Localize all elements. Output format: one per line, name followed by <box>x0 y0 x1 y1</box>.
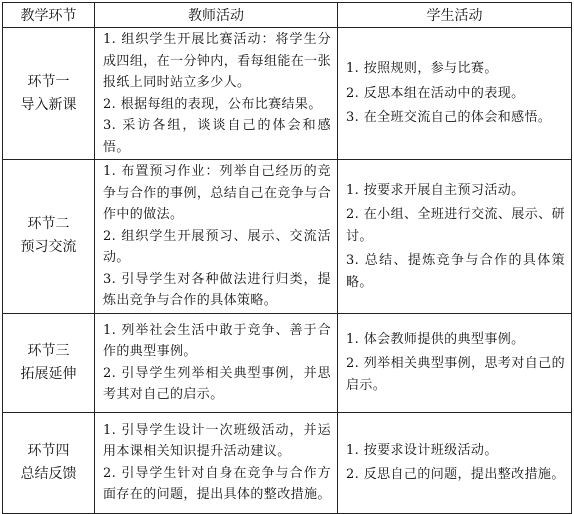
teacher-activity-item: 2. 引导学生列举相关典型事例，并思考其对自己的启示。 <box>103 365 331 402</box>
teacher-activity-cell <box>95 313 338 412</box>
stage-title: 预习交流 <box>20 239 77 256</box>
table-row <box>3 28 572 160</box>
stage-cell <box>3 412 95 513</box>
student-activity-cell <box>338 28 572 160</box>
student-activity-cell <box>338 412 572 513</box>
lesson-plan-table <box>2 2 572 514</box>
table-row <box>3 412 572 513</box>
teacher-activity-item: 1. 布置预习作业：列举自己经历的竞争与合作的事例，总结自己在竞争与合作中的做法。 <box>103 164 331 222</box>
header-row <box>3 3 572 28</box>
student-activity-item: 3. 总结、提炼竞争与合作的具体策略。 <box>346 253 565 290</box>
stage-number: 环节四 <box>27 442 70 459</box>
stage-number: 环节一 <box>27 73 70 90</box>
teacher-activity-item: 3. 引导学生对各种做法进行归类，提炼出竞争与合作的具体策略。 <box>103 271 331 308</box>
teacher-activity-item: 2. 根据每组的表现，公布比赛结果。 <box>103 96 322 112</box>
student-activity-item: 1. 按要求设计班级活动。 <box>346 442 498 458</box>
teacher-activity-cell <box>95 412 338 513</box>
teacher-activity-item: 1. 列举社会生活中敢于竞争、善于合作的典型事例。 <box>103 322 331 359</box>
student-activity-item: 2. 反思本组在活动中的表现。 <box>346 85 525 101</box>
student-activity-item: 3. 在全班交流自己的体会和感悟。 <box>346 110 552 126</box>
stage-number: 环节二 <box>27 216 70 233</box>
teacher-activity-item: 3. 采访各组，谈谈自己的体会和感悟。 <box>103 118 331 155</box>
student-activity-item: 1. 按照规则，参与比赛。 <box>346 61 498 77</box>
teacher-activity-item: 2. 组织学生开展预习、展示、交流活动。 <box>103 228 331 265</box>
student-activity-item: 2. 列举相关典型事例，思考对自己的启示。 <box>346 356 565 393</box>
table-row <box>3 313 572 412</box>
header-teacher-activity: 教师活动 <box>95 3 338 28</box>
student-activity-cell <box>338 313 572 412</box>
stage-title: 导入新课 <box>20 96 77 113</box>
student-activity-item: 1. 按要求开展自主预习活动。 <box>346 182 525 198</box>
stage-cell <box>3 28 95 160</box>
student-activity-item: 2. 在小组、全班进行交流、展示、研讨。 <box>346 207 565 244</box>
stage-title: 拓展延伸 <box>20 365 77 382</box>
header-student-activity: 学生活动 <box>338 3 572 28</box>
teacher-activity-cell <box>95 28 338 160</box>
student-activity-cell <box>338 160 572 314</box>
teacher-activity-item: 1. 引导学生设计一次班级活动，并运用本课相关知识提升活动建议。 <box>103 422 331 459</box>
stage-cell <box>3 313 95 412</box>
stage-title: 总结反馈 <box>20 465 77 482</box>
teacher-activity-item: 1. 组织学生开展比赛活动：将学生分成四组，在一分钟内，看每组能在一张报纸上同时站立多少人。 <box>103 32 331 90</box>
student-activity-item: 2. 反思自己的问题，提出整改措施。 <box>346 467 565 482</box>
stage-cell <box>3 160 95 314</box>
teacher-activity-cell <box>95 160 338 314</box>
teacher-activity-item: 2. 引导学生针对自身在竞争与合作方面存在的问题，提出具体的整改措施。 <box>103 465 331 502</box>
student-activity-item: 1. 体会教师提供的典型事例。 <box>346 331 525 347</box>
table-row <box>3 160 572 314</box>
stage-number: 环节三 <box>27 342 70 359</box>
header-teaching-stage: 教学环节 <box>3 3 95 28</box>
